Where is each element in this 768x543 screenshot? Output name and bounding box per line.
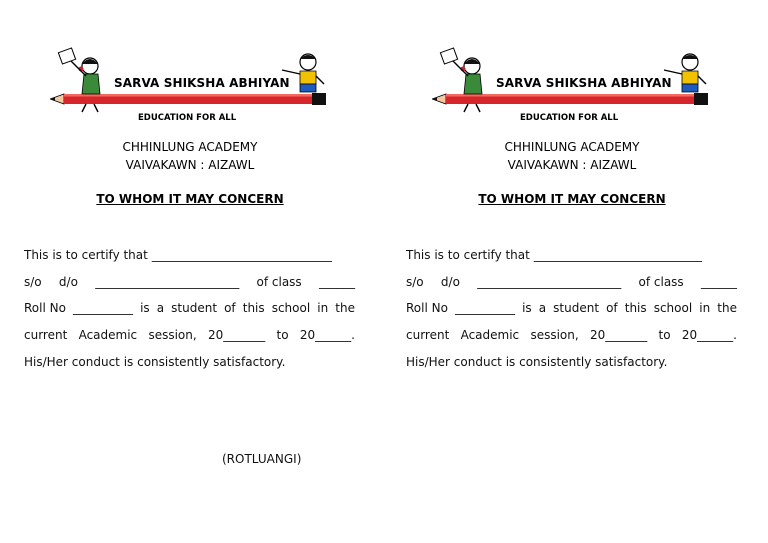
logo-tagline: EDUCATION FOR ALL <box>138 113 237 123</box>
word: to <box>658 328 671 343</box>
word: a <box>538 301 547 316</box>
logo-tagline: EDUCATION FOR ALL <box>520 113 619 123</box>
body-line-2 <box>24 272 355 299</box>
word: to <box>276 328 289 343</box>
certificate-heading: TO WHOM IT MAY CONCERN <box>96 192 284 206</box>
certificate-left <box>24 0 364 543</box>
roll-label: Roll No <box>24 301 66 316</box>
roll-blank: __________ <box>73 301 134 316</box>
word: the <box>717 301 737 316</box>
logo-title: SARVA SHIKSHA ABHIYAN <box>496 76 672 90</box>
word: session, <box>148 328 197 343</box>
word: of <box>606 301 618 316</box>
word: student <box>553 301 600 316</box>
certificate-body <box>24 245 355 378</box>
word: current <box>24 328 68 343</box>
conduct-statement: His/Her conduct is consistently satisfactory. <box>24 354 286 369</box>
school-name: CHHINLUNG ACADEMY <box>122 140 258 154</box>
body-line-4 <box>406 325 737 352</box>
word: of <box>224 301 236 316</box>
body-line-3 <box>406 298 737 325</box>
certify-label: This is to certify that <box>24 248 148 262</box>
word: Academic <box>460 328 520 343</box>
certificate-body <box>406 245 737 378</box>
parent-blank: ________________________ <box>477 274 622 289</box>
word: this <box>624 301 647 316</box>
certificate-right <box>406 0 746 543</box>
session-start-blank: 20_______ <box>589 328 648 343</box>
school-name: CHHINLUNG ACADEMY <box>504 140 640 154</box>
session-end-blank: 20______. <box>299 328 355 343</box>
body-line-1 <box>406 245 737 272</box>
signatory-name: (ROTLUANGI) <box>222 452 302 466</box>
parent-blank: ________________________ <box>95 274 240 289</box>
school-location: VAIVAKAWN : AIZAWL <box>507 158 637 172</box>
school-location: VAIVAKAWN : AIZAWL <box>125 158 255 172</box>
word: school <box>271 301 311 316</box>
word: Academic <box>78 328 138 343</box>
name-blank: ______________________________ <box>151 248 332 262</box>
class-label: of class <box>638 274 684 289</box>
logo-title: SARVA SHIKSHA ABHIYAN <box>114 76 290 90</box>
session-start-blank: 20_______ <box>207 328 266 343</box>
word: in <box>699 301 711 316</box>
body-line-5 <box>406 352 737 379</box>
word: school <box>653 301 693 316</box>
daughter-of-label: d/o <box>58 274 78 289</box>
body-line-5 <box>24 352 355 379</box>
word: is <box>140 301 150 316</box>
session-end-blank: 20______. <box>681 328 737 343</box>
conduct-statement: His/Her conduct is consistently satisfactory. <box>406 354 668 369</box>
class-blank: ______ <box>700 274 737 289</box>
word: is <box>522 301 532 316</box>
class-blank: ______ <box>318 274 355 289</box>
word: this <box>242 301 265 316</box>
word: in <box>317 301 329 316</box>
body-line-4 <box>24 325 355 352</box>
body-line-2 <box>406 272 737 299</box>
word: student <box>171 301 218 316</box>
son-of-label: s/o <box>406 274 424 289</box>
school-block <box>406 138 738 174</box>
ssa-logo <box>50 46 334 124</box>
word: the <box>335 301 355 316</box>
body-line-3 <box>24 298 355 325</box>
daughter-of-label: d/o <box>440 274 460 289</box>
name-blank: ____________________________ <box>533 248 702 262</box>
certificate-heading: TO WHOM IT MAY CONCERN <box>478 192 666 206</box>
word: current <box>406 328 450 343</box>
class-label: of class <box>256 274 302 289</box>
school-block <box>24 138 356 174</box>
ssa-logo <box>432 46 716 124</box>
body-line-1 <box>24 245 355 272</box>
son-of-label: s/o <box>24 274 42 289</box>
roll-label: Roll No <box>406 301 448 316</box>
roll-blank: __________ <box>455 301 516 316</box>
word: a <box>156 301 165 316</box>
word: session, <box>530 328 579 343</box>
certify-label: This is to certify that <box>406 248 530 262</box>
